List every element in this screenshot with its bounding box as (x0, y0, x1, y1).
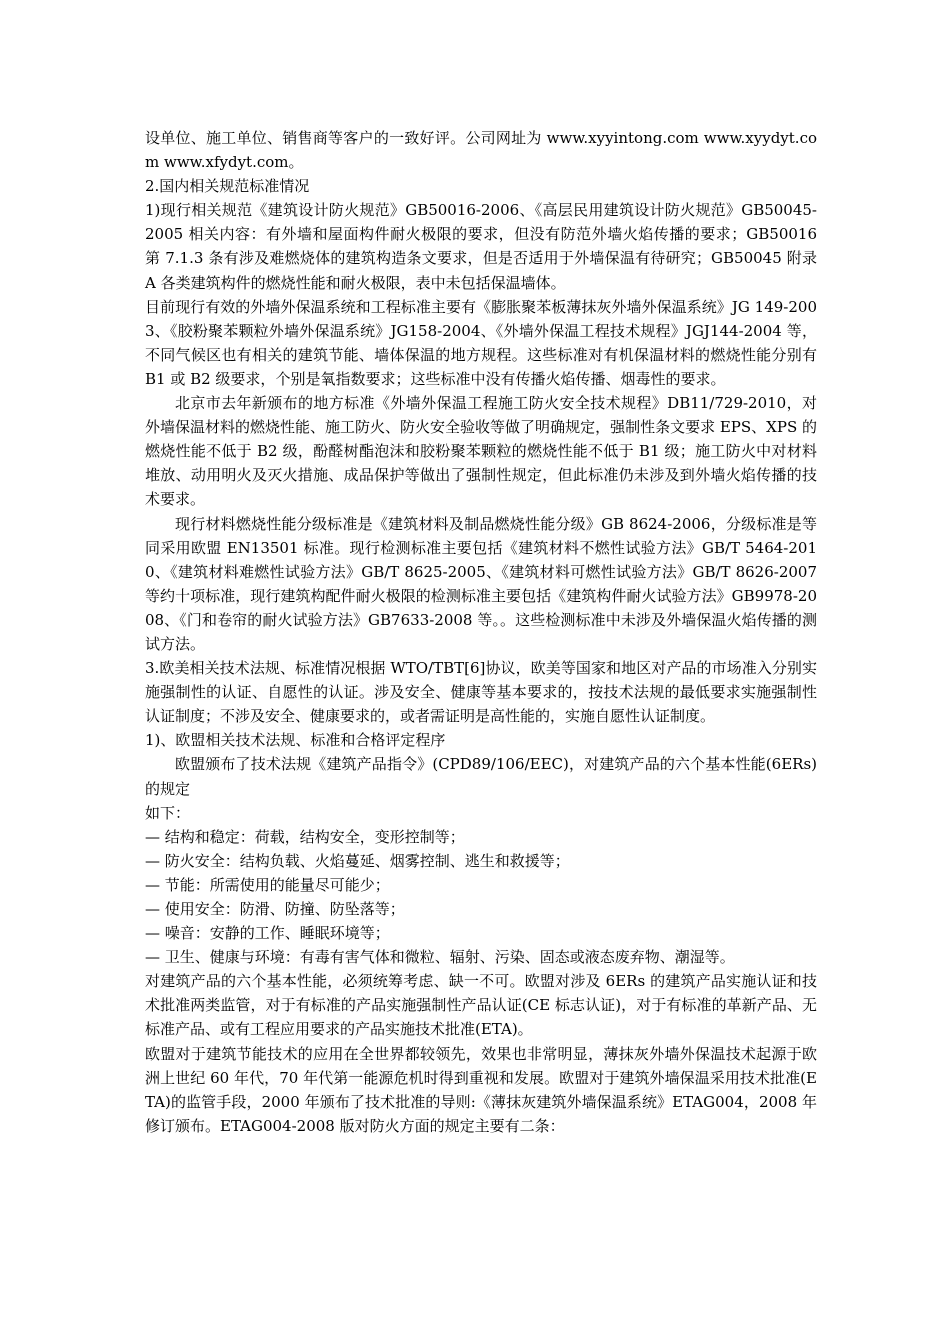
list-item: — 防火安全：结构负载、火焰蔓延、烟雾控制、逃生和救援等； (145, 851, 570, 870)
requirements-list (145, 825, 817, 970)
paragraph-fire-codes: 1)现行相关规范《建筑设计防火规范》GB50016-2006、《高层民用建筑设计防火规范》GB50045-2005 相关内容：有外墙和屋面构件耐火极限的要求，但没有防范外墙火焰传播的要求；GB50016 第 7.1.3 条有涉及难燃烧体的建筑构造条文要求，但是否适用于外墙保温有待研究；GB50045 附录 A 各类建筑构件的燃烧性能和耐火极限，表中未包括保温墙体。 (145, 201, 817, 292)
paragraph-insulation-standards: 目前现行有效的外墙外保温系统和工程标准主要有《膨胀聚苯板薄抹灰外墙外保温系统》JG 149-2003、《胶粉聚苯颗粒外墙外保温系统》JG158-2004、《外墙外保温工程技术规程》JGJ144-2004 等，不同气候区也有相关的建筑节能、墙体保温的地方规程。这些标准对有机保温材料的燃烧性能分别有 B1 或 B2 级要求，个别是氧指数要求；这些标准中没有传播火焰传播、烟毒性的要求。 (145, 297, 817, 388)
paragraph-cpd-directive: 欧盟颁布了技术法规《建筑产品指令》(CPD89/106/EEC)，对建筑产品的六个基本性能(6ERs)的规定 (145, 755, 817, 798)
list-item: — 噪音：安静的工作、睡眠环境等； (145, 924, 390, 943)
paragraph-company-website: 设单位、施工单位、销售商等客户的一致好评。公司网址为 www.xyyintong.com www.xyydyt.com www.xfydyt.com。 (145, 129, 817, 172)
list-item: — 卫生、健康与环境：有毒有害气体和微粒、辐射、污染、固态或液态废弃物、潮湿等。 (145, 948, 735, 967)
paragraph-eu-energy-saving: 欧盟对于建筑节能技术的应用在全世界都较领先，效果也非常明显，薄抹灰外墙外保温技术起源于欧洲上世纪 60 年代，70 年代第一能源危机时得到重视和发展。欧盟对于建筑外墙保温采用技术批准(ETA)的监管手段，2000 年颁布了技术批准的导则:《薄抹灰建筑外墙保温系统》ETAG004，2008 年修订颁布。ETAG004-2008 版对防火方面的规定主要有二条： (145, 1044, 817, 1135)
section-heading-eu-us-standards: 3.欧美相关技术法规、标准情况根据 WTO/TBT[6]协议，欧美等国家和地区对产品的市场准入分别实施强制性的认证、自愿性的认证。涉及安全、健康等基本要求的，按技术法规的最低要求实施强制性认证制度；不涉及安全、健康要求的，或者需证明是高性能的，实施自愿性认证制度。 (145, 659, 817, 726)
subheading-eu-regulations: 1)、欧盟相关技术法规、标准和合格评定程序 (145, 731, 446, 750)
list-item: — 结构和稳定：荷载，结构安全，变形控制等； (145, 827, 465, 846)
section-heading-domestic-standards: 2.国内相关规范标准情况 (145, 177, 310, 196)
paragraph-six-performance: 对建筑产品的六个基本性能，必须统筹考虑、缺一不可。欧盟对涉及 6ERs 的建筑产品实施认证和技术批准两类监管，对于有标准的产品实施强制性产品认证(CE 标志认证)，对于有标准的革新产品、无标准产品、或有工程应用要求的产品实施技术批准(ETA)。 (145, 972, 817, 1039)
paragraph-beijing-standard: 北京市去年新颁布的地方标准《外墙外保温工程施工防火安全技术规程》DB11/729-2010，对外墙保温材料的燃烧性能、施工防火、防火安全验收等做了明确规定，强制性条文要求 EPS、XPS 的燃烧性能不低于 B2 级，酚醛树酯泡沫和胶粉聚苯颗粒的燃烧性能不低于 B1 级；施工防火中对材料堆放、动用明火及灭火措施、成品保护等做出了强制性规定，但此标准仍未涉及到外墙火焰传播的技术要求。 (145, 394, 817, 509)
list-item: — 节能：所需使用的能量尽可能少； (145, 875, 390, 894)
paragraph-as-follows: 如下： (145, 803, 191, 822)
paragraph-combustion-grading: 现行材料燃烧性能分级标准是《建筑材料及制品燃烧性能分级》GB 8624-2006，分级标准是等同采用欧盟 EN13501 标准。现行检测标准主要包括《建筑材料不燃性试验方法》GB/T 5464-2010、《建筑材料难燃性试验方法》GB/T 8625-2005、《建筑材料可燃性试验方法》GB/T 8626-2007 等约十项标准，现行建筑构配件耐火极限的检测标准主要包括《建筑构件耐火试验方法》GB9978-2008、《门和卷帘的耐火试验方法》GB7633-2008 等。。这些检测标准中未涉及外墙保温火焰传播的测试方法。 (145, 514, 817, 653)
list-item: — 使用安全：防滑、防撞、防坠落等； (145, 900, 405, 918)
document-body (145, 126, 817, 1138)
